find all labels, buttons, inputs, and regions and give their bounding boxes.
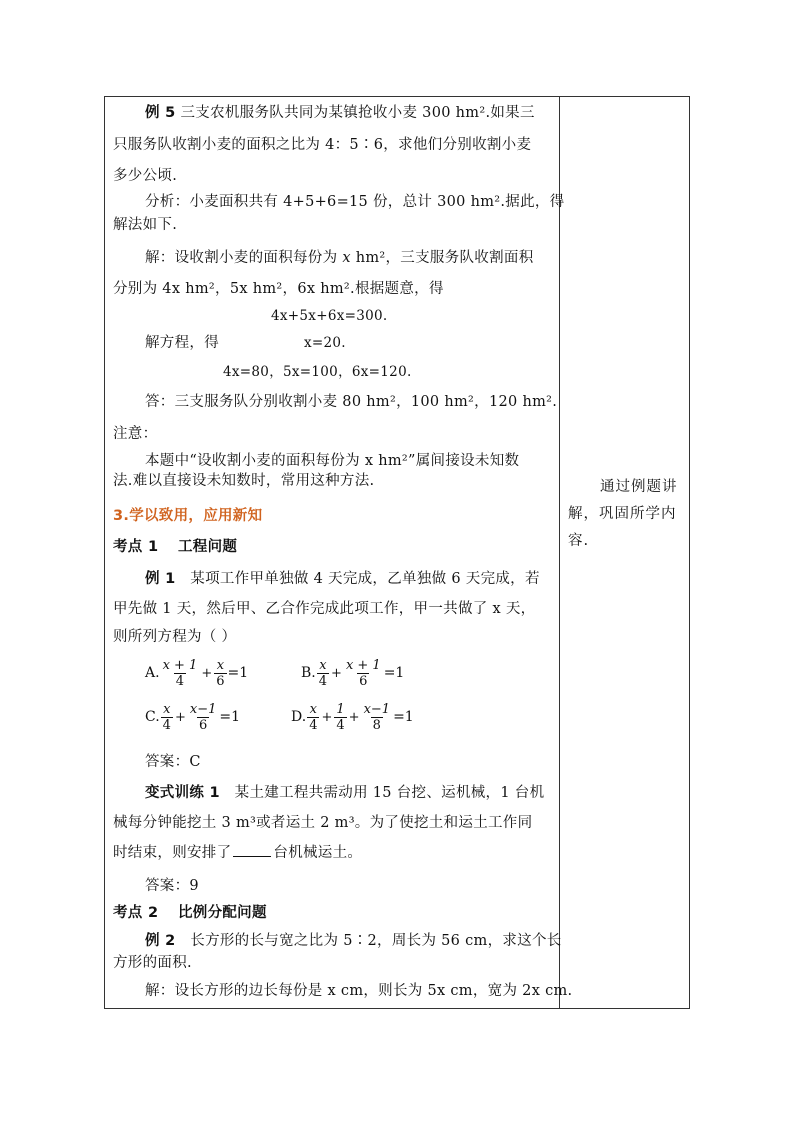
section-3-title: 3.学以致用，应用新知: [113, 508, 263, 524]
kp2-heading: 考点 2 比例分配问题: [113, 905, 267, 921]
ex5-solve-label: 解方程，得: [145, 335, 219, 351]
fraction: $\frac{1}{4}$: [336, 701, 345, 733]
kp1-ex-line-2: 甲先做 1 天，然后甲、乙合作完成此项工作，甲一共做了 x 天，: [113, 601, 536, 617]
kp1-heading: 考点 1 工程问题: [113, 539, 238, 555]
fraction: $\frac{x + 1}{6}$: [345, 657, 381, 689]
ex5-note-label: 注意：: [113, 426, 158, 442]
option-c: C. $\frac{x}{4}$ + $\frac{x-1}{6}$ =1: [145, 701, 240, 733]
intent-column: [560, 97, 690, 1008]
fraction: $\frac{x-1}{8}$: [363, 701, 391, 733]
ex5-label: 例 5: [145, 105, 176, 121]
kp1-ex-line-3: 则所列方程为（ ）: [113, 629, 237, 645]
lesson-table: [104, 96, 690, 1009]
fraction: $\frac{x}{4}$: [318, 657, 328, 689]
kp1-ex-line-1: 例 1 某项工作甲单独做 4 天完成，乙单独做 6 天完成，若: [145, 571, 540, 587]
variant-line-1: 变式训练 1 某土建工程共需动用 15 台挖、运机械，1 台机: [145, 785, 545, 801]
kp2-ex-line-1: 例 2 长方形的长与宽之比为 5∶2，周长为 56 cm，求这个长: [145, 933, 562, 949]
ex5-line-1: 例 5 三支农机服务队共同为某镇抢收小麦 300 hm².如果三: [145, 105, 535, 121]
fraction: $\frac{x + 1}{4}$: [162, 657, 198, 689]
answer-blank: [233, 856, 271, 857]
kp1-answer: 答案：C: [145, 754, 201, 770]
ex5-line-3: 多少公顷.: [113, 168, 178, 184]
ex5-line-2: 只服务队收割小麦的面积之比为 4：5∶6，求他们分别收割小麦: [113, 137, 532, 153]
option-a: A. $\frac{x + 1}{4}$ + $\frac{x}{6}$ =1: [145, 657, 249, 689]
option-d: D. $\frac{x}{4}$ + $\frac{1}{4}$ + $\frac{x-1}{8}$ =1: [291, 701, 414, 733]
ex5-solution-1: 解：设收割小麦的面积每份为 x hm²，三支服务队收割面积: [145, 250, 534, 266]
ex5-note-1: 本题中“设收割小麦的面积每份为 x hm²”属间接设未知数: [145, 453, 520, 469]
variant-line-2: 械每分钟能挖土 3 m³或者运土 2 m³。为了使挖土和运土工作同: [113, 815, 533, 831]
fraction: $\frac{x}{6}$: [216, 657, 225, 689]
kp2-ex-line-2: 方形的面积.: [113, 955, 192, 971]
variant-answer: 答案：9: [145, 878, 199, 894]
option-b: B. $\frac{x}{4}$ + $\frac{x + 1}{6}$ =1: [301, 657, 405, 689]
fraction: $\frac{x}{4}$: [162, 701, 171, 733]
ex5-equation-1: 4x+5x+6x=300.: [271, 308, 388, 324]
ex5-answer: 答：三支服务队分别收割小麦 80 hm²，100 hm²，120 hm².: [145, 394, 558, 410]
ex5-note-2: 法.难以直接设未知数时，常用这种方法.: [113, 473, 375, 489]
side-note-line-2: 解，巩固所学内: [568, 506, 677, 522]
variant-line-3: 时结束，则安排了 台机械运土。: [113, 845, 363, 861]
ex5-equation-2: 4x=80，5x=100，6x=120.: [223, 364, 412, 380]
side-note-line-1: 通过例题讲: [600, 479, 678, 495]
ex5-solve-result: x=20.: [304, 335, 346, 351]
ex5-analysis-1: 分析：小麦面积共有 4+5+6=15 份，总计 300 hm².据此，得: [145, 194, 565, 210]
ex5-analysis-2: 解法如下.: [113, 217, 178, 233]
fraction: $\frac{x}{4}$: [309, 701, 318, 733]
kp2-solution: 解：设长方形的边长每份是 x cm，则长为 5x cm，宽为 2x cm.: [145, 983, 573, 999]
side-note-line-3: 容.: [568, 533, 590, 549]
ex5-solution-2: 分别为 4x hm²，5x hm²，6x hm².根据题意，得: [113, 281, 444, 297]
fraction: $\frac{x-1}{6}$: [189, 701, 217, 733]
content-column: [105, 97, 573, 1008]
